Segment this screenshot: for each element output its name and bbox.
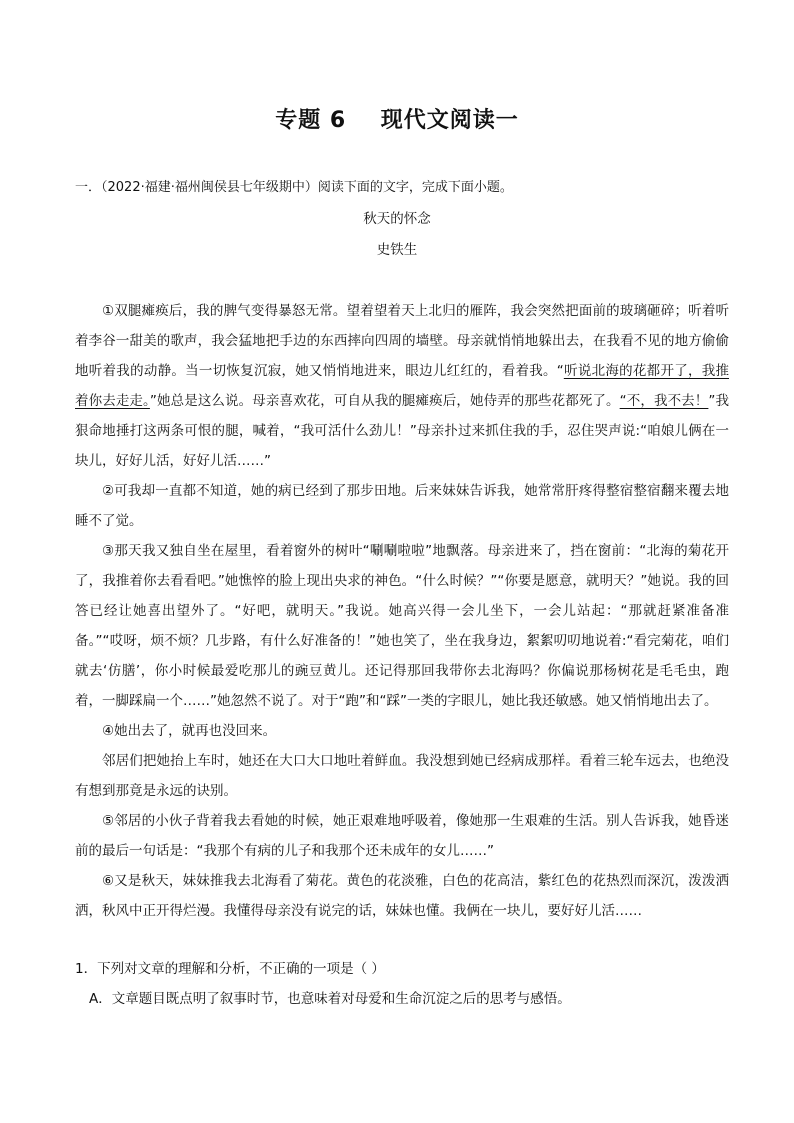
option-a: A．文章题目既点明了叙事时节，也意味着对母爱和生命沉淀之后的思考与感悟。: [89, 991, 571, 1007]
article-title: 秋天的怀念: [363, 211, 431, 227]
page-title: 专题 6 现代文阅读一: [275, 108, 519, 133]
paragraph-2: ②可我却一直都不知道，她的病已经到了那步田地。后来妹妹告诉我，她常常肝疼得整宿整宿翻来覆去地睡不了觉。: [75, 483, 729, 529]
paragraph-1: ①双腿瘫痪后，我的脾气变得暴怒无常。望着望着天上北归的雁阵，我会突然把面前的玻璃砸碎；听着听着李谷一甜美的歌声，我会猛地把手边的东西摔向四周的墙壁。母亲就悄悄地躲出去，在我看不见的地方偷偷地听着我的动静。当一切恢复沉寂，她又悄悄地进来，眼边儿红红的，看着我。“听说北海的花都开了，我推着你去走走。”她总是这么说。母亲喜欢花，可自从我的腿瘫痪后，她侍弄的那些花都死了。“不，我不去！”我狠命地捶打这两条可恨的腿，喊着，“我可活什么劲儿！”母亲扑过来抓住我的手，忍住哭声说:“咱娘儿俩在一块儿，好好儿活，好好儿活……”: [75, 303, 730, 469]
paragraph-4: ④她出去了，就再也没回来。: [102, 723, 277, 739]
underlined-quote-2: “不，我不去！: [619, 393, 709, 409]
paragraph-6: ⑤邻居的小伙子背着我去看她的时候，她正艰难地呼吸着，像她那一生艰难的生活。别人告诉我，她昏迷前的最后一句话是：“我那个有病的儿子和我那个还未成年的女儿……”: [75, 813, 729, 859]
underlined-quote-1: 听说北海的花都开了，我推着你去走走。: [75, 363, 730, 409]
question-1: 1．下列对文章的理解和分析，不正确的一项是（ ）: [75, 961, 385, 977]
paragraph-3: ③那天我又独自坐在屋里，看着窗外的树叶“唰唰啦啦”地飘落。母亲进来了，挡在窗前：“北海的菊花开了，我推着你去看看吧。”她憔悴的脸上现出央求的神色。“什么时候？”“你要是愿意，就明天？”她说。我的回答已经让她喜出望外了。“好吧，就明天。”我说。她高兴得一会儿坐下，一会儿站起：“那就赶紧准备准备。”“哎呀，烦不烦？几步路，有什么好准备的！”她也笑了，坐在我身边，絮絮叨叨地说着:“看完菊花，咱们就去‘仿膳’，你小时候最爱吃那儿的豌豆黄儿。还记得那回我带你去北海吗？你偏说那杨树花是毛毛虫，跑着，一脚踩扁一个……”她忽然不说了。对于“跑”和“踩”一类的字眼儿，她比我还敏感。她又悄悄地出去了。: [75, 543, 729, 709]
paragraph-5: 邻居们把她抬上车时，她还在大口大口地吐着鲜血。我没想到她已经病成那样。看着三轮车远去，也绝没有想到那竟是永远的诀别。: [75, 753, 729, 799]
section-intro: 一．（2022·福建·福州闽侯县七年级期中）阅读下面的文字，完成下面小题。: [75, 180, 513, 195]
article-author: 史铁生: [376, 242, 418, 258]
paragraph-7: ⑥又是秋天，妹妹推我去北海看了菊花。黄色的花淡雅，白色的花高洁，紫红色的花热烈而深沉，泼泼洒洒，秋风中正开得烂漫。我懂得母亲没有说完的话，妹妹也懂。我俩在一块儿，要好好儿活……: [75, 873, 729, 919]
article-body: [75, 296, 729, 926]
